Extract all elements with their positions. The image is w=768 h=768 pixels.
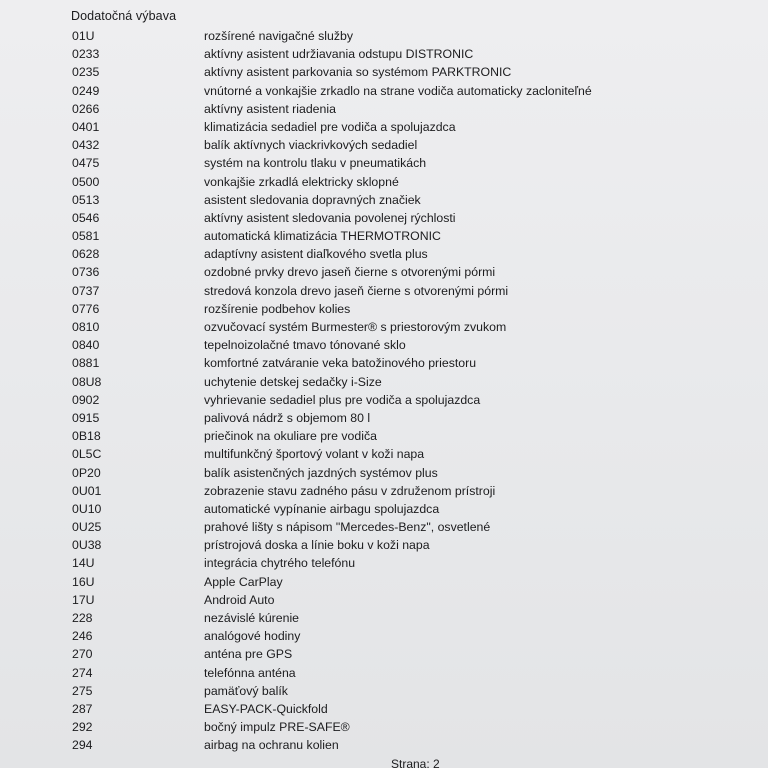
option-description: bočný impulz PRE-SAFE®	[204, 720, 350, 735]
list-item	[0, 427, 768, 445]
list-item	[0, 700, 768, 718]
list-item	[0, 736, 768, 754]
list-item	[0, 718, 768, 736]
option-code: 08U8	[72, 374, 102, 389]
option-description: vonkajšie zrkadlá elektricky sklopné	[204, 174, 399, 189]
list-item	[0, 354, 768, 372]
option-code: 0L5C	[72, 447, 102, 462]
list-item	[0, 573, 768, 591]
option-code: 0233	[72, 47, 100, 62]
option-code: 228	[72, 611, 93, 625]
list-item	[0, 136, 768, 154]
option-description: automatické vypínanie airbagu spolujazdca	[204, 501, 440, 516]
option-description: nezávislé kúrenie	[204, 611, 300, 625]
list-item	[0, 591, 768, 609]
option-code: 270	[72, 647, 93, 662]
list-item	[0, 409, 768, 427]
option-code: 0902	[72, 392, 100, 407]
list-item	[0, 263, 768, 281]
option-code: 287	[72, 701, 93, 716]
option-description: ozvučovací systém Burmester® s priestorovým zvukom	[204, 320, 507, 334]
list-item	[0, 227, 768, 245]
list-item	[0, 282, 768, 300]
option-description: klimatizácia sedadiel pre vodiča a spolujazdca	[204, 119, 456, 134]
option-description: telefónna anténa	[204, 665, 296, 680]
option-code: 0581	[72, 229, 100, 244]
section-heading: Dodatočná výbava	[71, 9, 177, 23]
option-code: 0U10	[72, 501, 102, 516]
list-item	[0, 373, 768, 391]
option-description: automatická klimatizácia THERMOTRONIC	[204, 229, 441, 244]
list-item	[0, 245, 768, 263]
list-item	[0, 645, 768, 663]
list-item	[0, 173, 768, 191]
option-code: 17U	[72, 592, 95, 607]
option-code: 0266	[72, 101, 100, 116]
option-code: 275	[72, 683, 93, 698]
option-code: 0915	[72, 410, 100, 425]
option-description: stredová konzola drevo jaseň čierne s otvorenými pórmi	[204, 283, 509, 298]
option-description: vnútorné a vonkajšie zrkadlo na strane vodiča automaticky zacloniteľné	[204, 83, 592, 98]
option-description: airbag na ochranu kolien	[204, 738, 339, 753]
list-item	[0, 336, 768, 354]
option-code: 0401	[72, 119, 100, 134]
option-description: adaptívny asistent diaľkového svetla plus	[204, 247, 428, 262]
option-description: priečinok na okuliare pre vodiča	[204, 429, 377, 444]
list-item	[0, 627, 768, 645]
list-item	[0, 500, 768, 518]
list-item	[0, 464, 768, 482]
option-description: asistent sledovania dopravných značiek	[204, 192, 421, 207]
list-item	[0, 100, 768, 118]
option-code: 0840	[72, 338, 100, 353]
list-item	[0, 391, 768, 409]
option-description: balík aktívnych viackrivkových sedadiel	[204, 138, 418, 153]
option-code: 0P20	[72, 465, 101, 480]
option-code: 0U25	[72, 520, 102, 535]
list-item	[0, 63, 768, 81]
option-description: anténa pre GPS	[204, 647, 293, 662]
list-item	[0, 82, 768, 100]
option-code: 0546	[72, 210, 100, 225]
option-description: rozšírené navigačné služby	[204, 29, 354, 43]
option-code: 0B18	[72, 429, 101, 444]
option-code: 274	[72, 665, 93, 680]
option-description: ozdobné prvky drevo jaseň čierne s otvorenými pórmi	[204, 265, 496, 280]
option-description: aktívny asistent riadenia	[204, 101, 336, 116]
option-description: multifunkčný športový volant v koži napa	[204, 447, 425, 462]
list-item	[0, 445, 768, 463]
option-description: systém na kontrolu tlaku v pneumatikách	[204, 156, 427, 171]
list-item	[0, 609, 768, 627]
option-description: prístrojová doska a línie boku v koži napa	[204, 538, 430, 553]
option-description: pamäťový balík	[204, 683, 288, 698]
option-description: EASY-PACK-Quickfold	[204, 701, 328, 716]
option-description: aktívny asistent udržiavania odstupu DISTRONIC	[204, 47, 474, 62]
option-description: tepelnoizolačné tmavo tónované sklo	[204, 338, 406, 353]
option-code: 0475	[72, 156, 100, 171]
option-code: 0628	[72, 247, 100, 262]
list-item	[0, 664, 768, 682]
list-item	[0, 300, 768, 318]
option-description: analógové hodiny	[204, 629, 301, 644]
option-code: 0881	[72, 356, 100, 371]
list-item	[0, 118, 768, 136]
equipment-list	[0, 27, 768, 755]
option-code: 292	[72, 720, 93, 735]
option-code: 0737	[72, 283, 100, 298]
option-code: 0U38	[72, 538, 102, 553]
option-code: 0249	[72, 83, 100, 98]
list-item	[0, 682, 768, 700]
list-item	[0, 518, 768, 536]
option-description: aktívny asistent sledovania povolenej rýchlosti	[204, 210, 456, 225]
option-description: aktívny asistent parkovania so systémom PARKTRONIC	[204, 65, 512, 80]
option-code: 246	[72, 629, 93, 644]
option-description: rozšírenie podbehov kolies	[204, 301, 351, 316]
option-code: 01U	[72, 29, 95, 43]
option-code: 0776	[72, 301, 100, 316]
option-code: 14U	[72, 556, 95, 571]
list-item	[0, 191, 768, 209]
option-description: Android Auto	[204, 592, 275, 607]
option-code: 0810	[72, 320, 100, 334]
list-item	[0, 45, 768, 63]
list-item	[0, 536, 768, 554]
list-item	[0, 27, 768, 45]
option-code: 0500	[72, 174, 100, 189]
option-code: 0432	[72, 138, 100, 153]
option-code: 0736	[72, 265, 100, 280]
option-code: 0235	[72, 65, 100, 80]
option-description: zobrazenie stavu zadného pásu v združenom prístroji	[204, 483, 496, 498]
list-item	[0, 482, 768, 500]
option-description: palivová nádrž s objemom 80 l	[204, 410, 371, 425]
option-description: komfortné zatváranie veka batožinového priestoru	[204, 356, 477, 371]
list-item	[0, 554, 768, 572]
option-description: balík asistenčných jazdných systémov plus	[204, 465, 438, 480]
list-item	[0, 209, 768, 227]
list-item	[0, 154, 768, 172]
list-item	[0, 318, 768, 336]
option-description: Apple CarPlay	[204, 574, 283, 589]
option-description: prahové lišty s nápisom "Mercedes-Benz", osvetlené	[204, 520, 491, 535]
option-description: integrácia chytrého telefónu	[204, 556, 356, 571]
option-code: 0513	[72, 192, 100, 207]
option-description: uchytenie detskej sedačky i-Size	[204, 374, 382, 389]
page-number: Strana: 2	[391, 757, 440, 768]
option-code: 0U01	[72, 483, 102, 498]
option-description: vyhrievanie sedadiel plus pre vodiča a spolujazdca	[204, 392, 481, 407]
option-code: 16U	[72, 574, 95, 589]
option-code: 294	[72, 738, 93, 753]
